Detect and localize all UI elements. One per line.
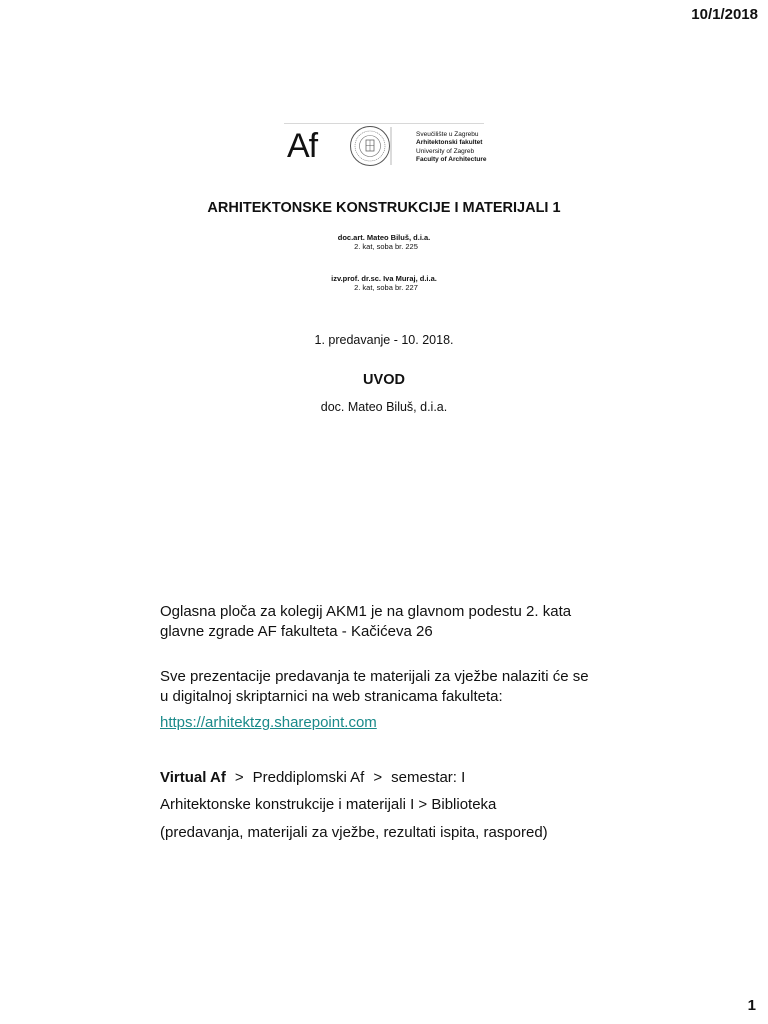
notice-line-2: glavne zgrade AF fakulteta - Kačićeva 26 [160, 623, 433, 640]
faculty-logo [284, 123, 487, 168]
path-preddiplomski: Preddiplomski Af [252, 769, 365, 786]
course-title: ARHITEKTONSKE KONSTRUKCIJE I MATERIJALI 1 [207, 200, 561, 216]
teacher-2-name: izv.prof. dr.sc. Iva Muraj, d.i.a. [331, 274, 437, 283]
teacher-2 [0, 274, 768, 292]
logo-line-university-hr: Sveučilište u Zagrebu [416, 131, 479, 138]
af-logo-mark: Af [287, 127, 318, 165]
notice-line-1: Oglasna ploča za kolegij AKM1 je na glavnom podestu 2. kata [160, 603, 572, 620]
page-number: 1 [747, 997, 756, 1014]
path-semestar: semestar: I [391, 769, 466, 786]
lecture-author: doc. Mateo Biluš, d.i.a. [320, 400, 448, 414]
logo-line-university-en: University of Zagreb [416, 147, 475, 155]
path-separator: > [373, 769, 383, 786]
logo-line-faculty-hr: Arhitektonski fakultet [416, 139, 483, 147]
navigation-path [160, 768, 465, 788]
contents-note: (predavanja, materijali za vježbe, rezultati ispita, raspored) [160, 824, 548, 841]
document-date: 10/1/2018 [691, 6, 758, 23]
path-separator: > [234, 769, 244, 786]
teacher-1-name: doc.art. Mateo Biluš, d.i.a. [337, 233, 431, 242]
sharepoint-link[interactable]: https://arhitektzg.sharepoint.com [160, 714, 377, 731]
sharepoint-link-row [160, 713, 377, 733]
university-seal-icon [328, 125, 412, 167]
presentations-line-2: u digitalnoj skriptarnici na web stranicama fakulteta: [160, 688, 503, 705]
logo-line-faculty-en: Faculty of Architecture [416, 156, 487, 164]
logo-text [416, 131, 487, 165]
path-virtual-af: Virtual Af [160, 769, 226, 786]
teacher-1 [0, 233, 768, 251]
teacher-2-room: 2. kat, soba br. 227 [354, 283, 418, 292]
lecture-info: 1. predavanje - 10. 2018. [314, 333, 454, 347]
lecture-topic: UVOD [363, 372, 405, 388]
presentations-line-1: Sve prezentacije predavanja te materijali za vježbe nalaziti će se [160, 668, 589, 685]
course-path: Arhitektonske konstrukcije i materijali I > Biblioteka [160, 796, 497, 813]
teacher-1-room: 2. kat, soba br. 225 [354, 242, 418, 251]
